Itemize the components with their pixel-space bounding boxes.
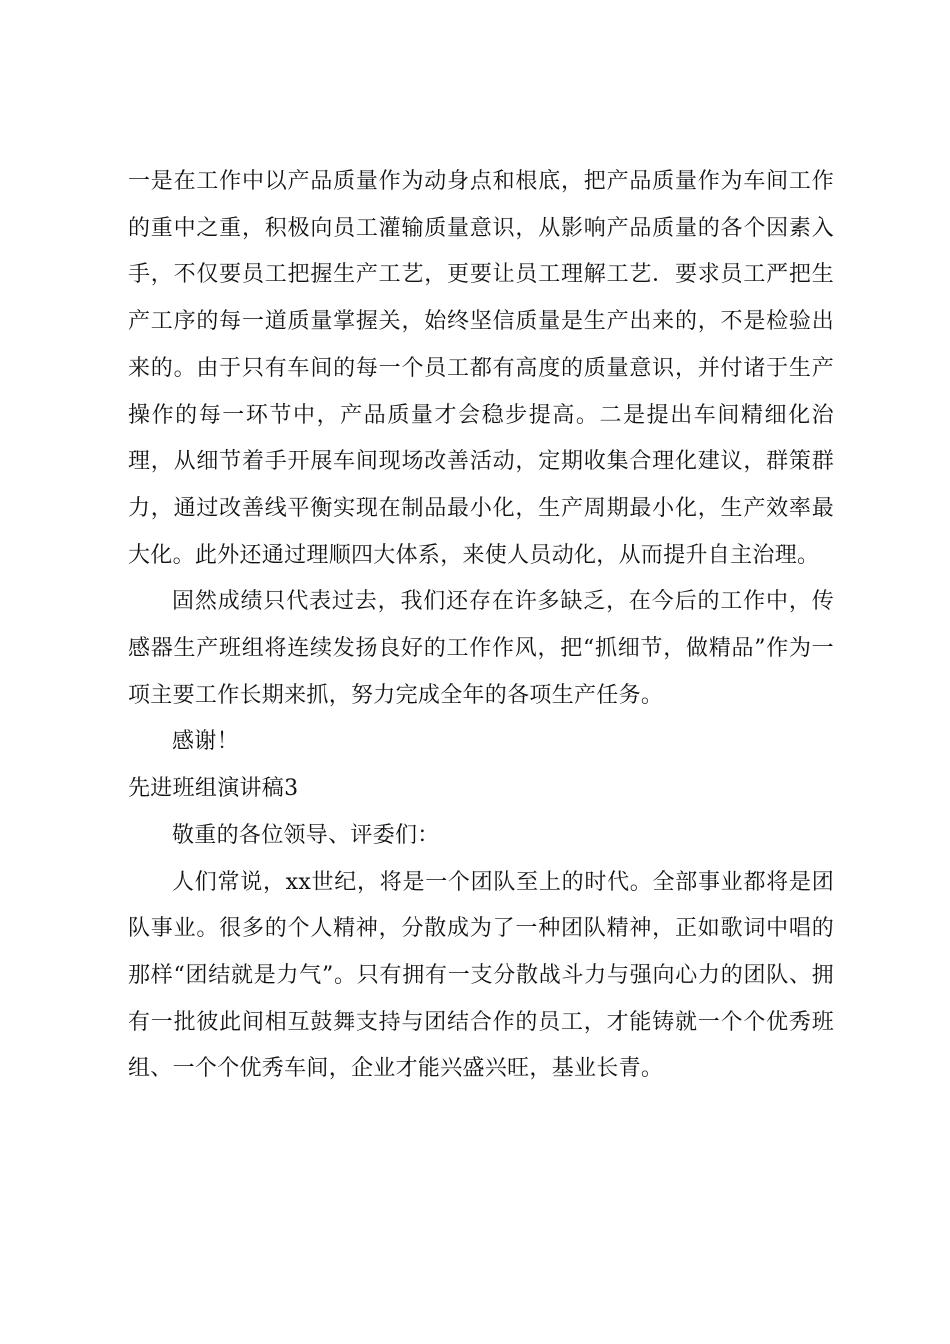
document-page	[128, 159, 834, 1093]
paragraph-thanks: 感谢！	[172, 729, 239, 755]
paragraph-conclusion: 固然成绩只代表过去，我们还存在许多缺乏，在今后的工作中，传感器生产班组将连续发扬良好的工作作风，把“抓细节，做精品”作为一项主要工作长期来抓，努力完成全年的各项生产任务。	[128, 589, 834, 708]
paragraph-quality: 一是在工作中以产品质量作为动身点和根底，把产品质量作为车间工作的重中之重，积极向员工灌输质量意识，从影响产品质量的各个因素入手，不仅要员工把握生产工艺，更要让员工理解工艺．要求员工严把生产工序的每一道质量掌握关，始终坚信质量是生产出来的，不是检验出来的。由于只有车间的每一个员工都有高度的质量意识，并付诸于生产操作的每一环节中，产品质量才会稳步提高。二是提出车间精细化治理，从细节着手开展车间现场改善活动，定期收集合理化建议，群策群力，通过改善线平衡实现在制品最小化，生产周期最小化，生产效率最大化。此外还通过理顺四大体系，来使人员动化，从而提升自主治理。	[128, 169, 834, 568]
section-title: 先进班组演讲稿3	[128, 776, 299, 802]
greeting: 敬重的各位领导、评委们：	[172, 822, 440, 848]
paragraph-team: 人们常说，xx世纪，将是一个团队至上的时代。全部事业都将是团队事业。很多的个人精神，分散成为了一种团队精神，正如歌词中唱的那样“团结就是力气”。只有拥有一支分散战斗力与强向心力的团队、拥有一批彼此间相互鼓舞支持与团结合作的员工，才能铸就一个个优秀班组、一个个优秀车间，企业才能兴盛兴旺，基业长青。	[128, 869, 834, 1082]
